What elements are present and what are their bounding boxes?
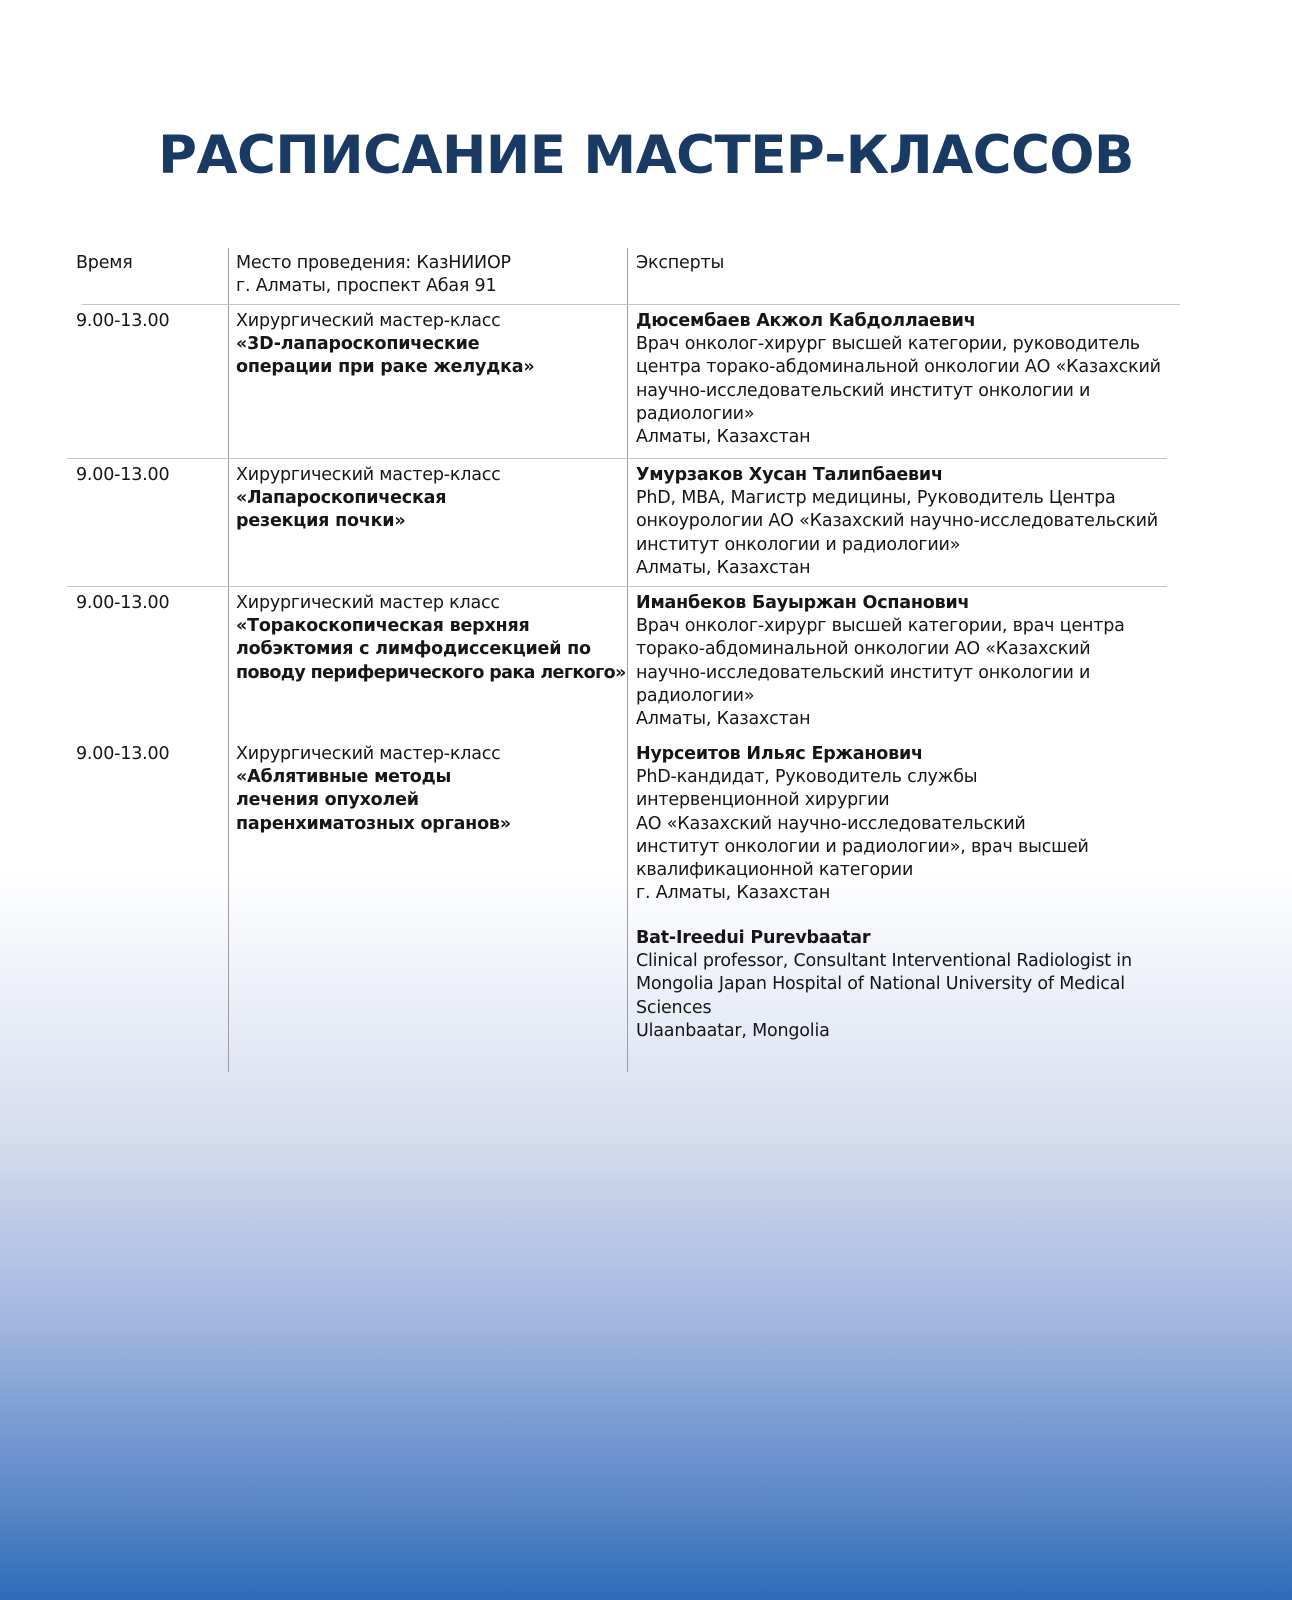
row-2-expert-line2: онкоурологии АО «Казахский научно-исследовательский xyxy=(636,511,1158,532)
row-4-expert-line5: квалификационной категории xyxy=(636,860,914,881)
row-4-class-type: Хирургический мастер-класс xyxy=(236,744,501,764)
row-4-expert-line3: АО «Казахский научно-исследовательский xyxy=(636,813,1026,834)
header-venue-line1: Место проведения: КазНИИОР xyxy=(236,253,511,273)
row-3-class-title-line3: поводу периферического рака легкого» xyxy=(236,662,626,683)
row-4-expert-line2: интервенционной хирургии xyxy=(636,790,890,811)
row-3-expert-line5: Алматы, Казахстан xyxy=(636,709,811,730)
row-2-time: 9.00-13.00 xyxy=(76,465,170,485)
row-2-class-title-line2: резекция почки» xyxy=(236,511,406,532)
row-1-expert-name: Дюсембаев Акжол Кабдоллаевич xyxy=(636,311,976,331)
row-4-expert-line4: институт онкологии и радиологии», врач высшей xyxy=(636,836,1089,857)
row-3-expert-line1: Врач онколог-хирург высшей категории, врач центра xyxy=(636,616,1125,637)
row-2-class xyxy=(236,464,501,534)
header-experts: Эксперты xyxy=(636,253,725,273)
row-2-expert xyxy=(636,464,1158,580)
row-3-expert-name: Иманбеков Бауыржан Оспанович xyxy=(636,593,970,613)
row-2-class-type: Хирургический мастер-класс xyxy=(236,465,501,485)
header-venue xyxy=(236,252,511,298)
row-4-time: 9.00-13.00 xyxy=(76,744,170,764)
row-1-class-type: Хирургический мастер-класс xyxy=(236,311,501,331)
row-2-expert-line4: Алматы, Казахстан xyxy=(636,557,811,578)
row-4-expert2-line2: Mongolia Japan Hospital of National University of Medical xyxy=(636,974,1125,995)
row-1-expert-line3: научно-исследовательский институт онкологии и xyxy=(636,380,1091,401)
row-divider-2 xyxy=(67,586,1167,587)
row-2-class-title-line1: «Лапароскопическая xyxy=(236,488,447,509)
row-1-expert-line1: Врач онколог-хирург высшей категории, руководитель xyxy=(636,334,1140,355)
row-4-expert xyxy=(636,743,1089,905)
column-divider-1 xyxy=(228,248,229,1072)
row-3-expert xyxy=(636,592,1125,731)
row-4-class xyxy=(236,743,511,836)
row-4-class-title-line1: «Аблятивные методы xyxy=(236,767,452,788)
row-1-expert-line2: центра торако-абдоминальной онкологии АО «Казахский xyxy=(636,357,1161,378)
row-3-class-title-line2: лобэктомия с лимфодиссекцией по xyxy=(236,639,591,660)
row-2-expert-name: Умурзаков Хусан Талипбаевич xyxy=(636,465,943,485)
row-4-expert-2 xyxy=(636,927,1132,1043)
row-4-expert-name: Нурсеитов Ильяс Ержанович xyxy=(636,744,923,764)
row-1-class-title-line2: операции при раке желудка» xyxy=(236,357,535,378)
row-1-time: 9.00-13.00 xyxy=(76,311,170,331)
row-3-expert-line4: радиологии» xyxy=(636,685,755,706)
row-3-class-type: Хирургический мастер класс xyxy=(236,593,500,613)
header-time: Время xyxy=(76,253,133,273)
header-venue-line2: г. Алматы, проспект Абая 91 xyxy=(236,276,497,297)
row-3-expert-line2: торако-абдоминальной онкологии АО «Казахский xyxy=(636,639,1091,660)
row-2-expert-line1: PhD, MBA, Магистр медицины, Руководитель Центра xyxy=(636,488,1116,509)
row-3-class xyxy=(236,592,626,685)
column-divider-2 xyxy=(627,248,628,1072)
row-1-expert-line4: радиологии» xyxy=(636,403,755,424)
row-3-class-title-line1: «Торакоскопическая верхняя xyxy=(236,616,530,637)
page-title: РАСПИСАНИЕ МАСТЕР-КЛАССОВ xyxy=(158,125,1134,186)
row-4-class-title-line3: паренхиматозных органов» xyxy=(236,813,511,834)
row-1-expert xyxy=(636,310,1161,449)
row-4-expert2-line1: Clinical professor, Consultant Interventional Radiologist in xyxy=(636,951,1132,972)
row-4-expert2-name: Bat-Ireedui Purevbaatar xyxy=(636,928,871,948)
row-4-expert2-line4: Ulaanbaatar, Mongolia xyxy=(636,1020,830,1041)
row-4-expert2-line3: Sciences xyxy=(636,997,712,1018)
row-4-expert-line1: PhD-кандидат, Руководитель службы xyxy=(636,767,978,788)
row-1-expert-line5: Алматы, Казахстан xyxy=(636,427,811,448)
row-3-time: 9.00-13.00 xyxy=(76,593,170,613)
row-1-class-title-line1: «3D-лапароскопические xyxy=(236,334,480,355)
header-divider xyxy=(82,304,1180,305)
row-3-expert-line3: научно-исследовательский институт онкологии и xyxy=(636,662,1091,683)
row-4-class-title-line2: лечения опухолей xyxy=(236,790,419,811)
row-divider-1 xyxy=(67,458,1167,459)
row-2-expert-line3: институт онкологии и радиологии» xyxy=(636,534,961,555)
row-4-expert-line6: г. Алматы, Казахстан xyxy=(636,883,831,904)
row-1-class xyxy=(236,310,535,380)
